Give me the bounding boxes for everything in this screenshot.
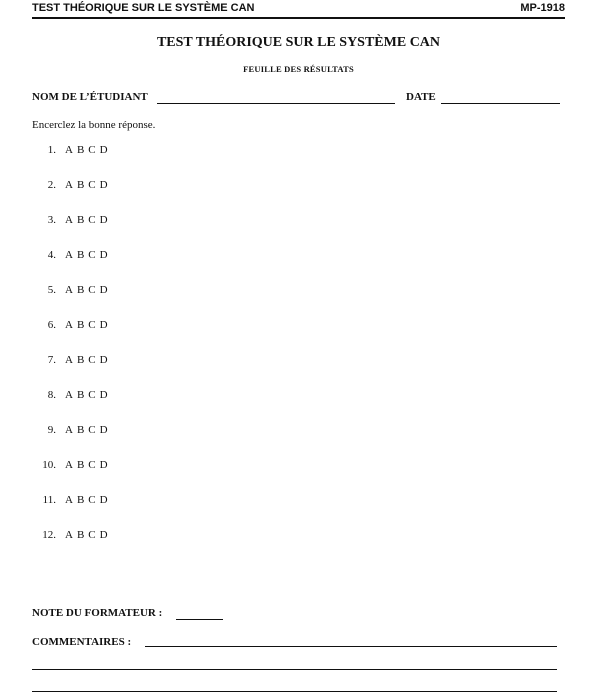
answer-row [32,389,112,401]
answer-row [32,354,112,366]
answer-choice-d[interactable]: D [99,529,108,541]
student-name-label: NOM DE L’ÉTUDIANT [32,91,148,103]
question-number: 5. [47,284,56,296]
answer-choice-b[interactable]: B [76,284,85,296]
answer-row [32,459,112,471]
answer-choice-d[interactable]: D [99,389,108,401]
answer-choice-c[interactable]: C [88,284,96,296]
answer-choice-a[interactable]: A [65,459,73,471]
page-header [32,0,565,19]
answer-choice-d[interactable]: D [99,354,108,366]
answer-choice-d[interactable]: D [99,319,108,331]
answer-choice-b[interactable]: B [76,424,85,436]
answer-row [32,249,112,261]
page-subtitle: FEUILLE DES RÉSULTATS [243,64,354,74]
question-number: 8. [47,389,56,401]
answer-choice-a[interactable]: A [65,249,73,261]
answer-row [32,214,112,226]
answer-choice-c[interactable]: C [88,214,96,226]
document-code: MP-1918 [520,2,565,14]
grade-label: NOTE DU FORMATEUR : [32,607,163,619]
answer-choice-a[interactable]: A [65,354,73,366]
answer-choice-c[interactable]: C [88,494,96,506]
answer-choice-b[interactable]: B [76,179,85,191]
question-number: 7. [47,354,56,366]
answer-row [32,319,112,331]
answer-choice-d[interactable]: D [99,249,108,261]
answer-choice-b[interactable]: B [76,249,85,261]
comments-line-3[interactable] [32,691,557,692]
question-number: 10. [42,459,56,471]
answer-choice-d[interactable]: D [99,144,108,156]
answer-choice-d[interactable]: D [99,494,108,506]
answer-choice-d[interactable]: D [99,459,108,471]
answer-choice-d[interactable]: D [99,179,108,191]
question-number: 12. [42,529,56,541]
answer-choice-c[interactable]: C [88,144,96,156]
answer-row [32,529,112,541]
answer-choice-a[interactable]: A [65,179,73,191]
answer-row [32,424,112,436]
answer-choice-c[interactable]: C [88,249,96,261]
answer-choice-b[interactable]: B [76,144,85,156]
answer-choice-c[interactable]: C [88,389,96,401]
answer-choice-c[interactable]: C [88,424,96,436]
header-title: TEST THÉORIQUE SUR LE SYSTÈME CAN [32,2,255,14]
question-number: 3. [47,214,56,226]
answer-choice-d[interactable]: D [99,284,108,296]
question-number: 2. [47,179,56,191]
answer-choice-a[interactable]: A [65,284,73,296]
answer-choice-b[interactable]: B [76,529,85,541]
answer-choice-c[interactable]: C [88,179,96,191]
comments-label: COMMENTAIRES : [32,636,132,648]
date-label: DATE [406,91,436,103]
comments-line-1[interactable] [145,646,557,647]
comments-line-2[interactable] [32,669,557,670]
answer-choice-c[interactable]: C [88,459,96,471]
answer-choice-a[interactable]: A [65,319,73,331]
answer-choice-b[interactable]: B [76,389,85,401]
answer-choice-a[interactable]: A [65,494,73,506]
answer-choice-c[interactable]: C [88,319,96,331]
question-number: 9. [47,424,56,436]
answer-choice-c[interactable]: C [88,354,96,366]
answer-choice-b[interactable]: B [76,214,85,226]
answer-row [32,284,112,296]
answer-choice-b[interactable]: B [76,319,85,331]
answer-choice-a[interactable]: A [65,389,73,401]
question-number: 11. [42,494,56,506]
answer-row [32,179,112,191]
grade-field[interactable] [176,619,223,620]
answer-choice-b[interactable]: B [76,354,85,366]
answer-choice-b[interactable]: B [76,494,85,506]
question-number: 4. [47,249,56,261]
question-number: 1. [47,144,56,156]
answer-choice-a[interactable]: A [65,214,73,226]
answer-choice-a[interactable]: A [65,144,73,156]
answer-row [32,494,112,506]
answer-choice-a[interactable]: A [65,529,73,541]
instruction-text: Encerclez la bonne réponse. [32,119,156,131]
page-title: TEST THÉORIQUE SUR LE SYSTÈME CAN [156,35,441,50]
answer-choice-a[interactable]: A [65,424,73,436]
answer-choice-d[interactable]: D [99,214,108,226]
answer-choice-d[interactable]: D [99,424,108,436]
answer-row [32,144,112,156]
student-name-field[interactable] [157,103,395,104]
answer-choice-b[interactable]: B [76,459,85,471]
date-field[interactable] [441,103,560,104]
answer-choice-c[interactable]: C [88,529,96,541]
question-number: 6. [47,319,56,331]
